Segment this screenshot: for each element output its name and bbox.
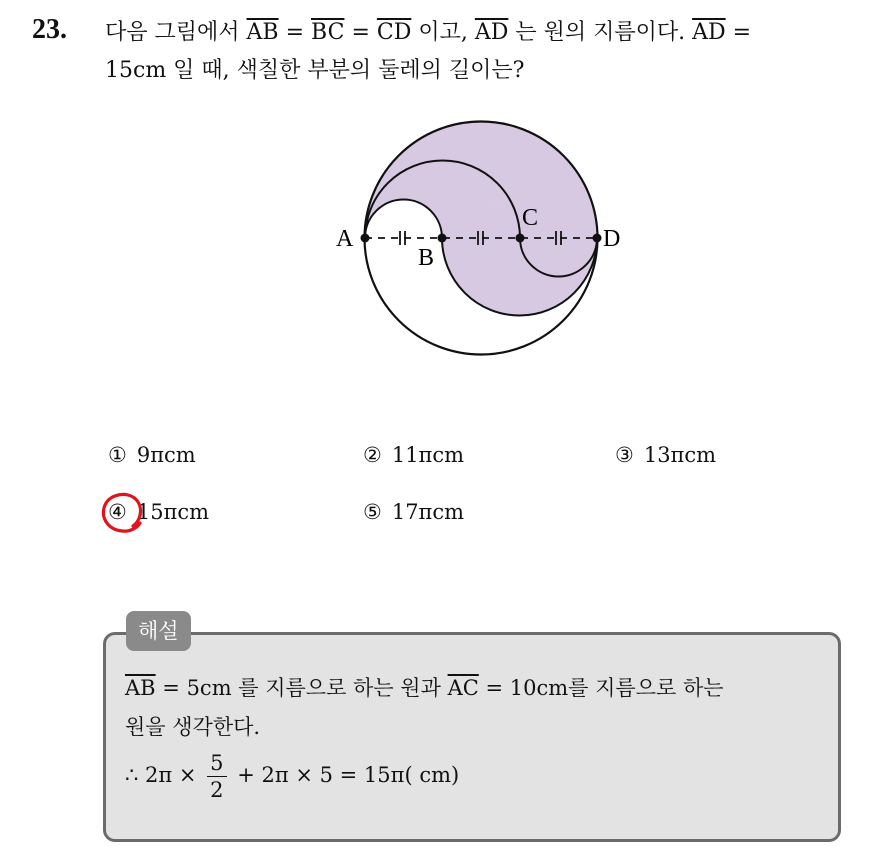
question-number: 23.: [32, 14, 67, 45]
segment-ab: $\overline{AB}$: [246, 20, 279, 45]
label-a: A: [336, 226, 354, 252]
choice-mark: ③: [615, 443, 634, 467]
choice-text: 17πcm: [391, 500, 465, 524]
choice-mark: ②: [363, 443, 382, 467]
choice-5[interactable]: [363, 500, 464, 524]
point-a: [361, 234, 370, 243]
choice-3[interactable]: [615, 443, 716, 467]
choice-2[interactable]: [363, 443, 464, 467]
choice-mark: ①: [108, 443, 127, 467]
choice-text: 15πcm: [136, 500, 210, 524]
fraction: [207, 750, 226, 803]
segment-cd: $\overline{CD}$: [376, 20, 412, 45]
segment-ab: $\overline{AB}$: [125, 676, 156, 700]
question-text: [105, 14, 865, 90]
choice-text: 11πcm: [391, 443, 465, 467]
geometry-figure: [320, 110, 640, 360]
choice-text: 9πcm: [136, 443, 196, 467]
segment-bc: $\overline{BC}$: [311, 20, 345, 45]
choice-mark: ④: [108, 500, 127, 524]
segment-ac: $\overline{AC}$: [447, 676, 479, 700]
segment-ad: $\overline{AD}$: [474, 20, 509, 45]
label-d: D: [603, 226, 621, 252]
choice-1[interactable]: [108, 443, 196, 467]
fraction-numerator: 5: [207, 750, 226, 777]
solution-line-3: ∴ 2π × $\frac{5}{2}$ + 2π × 5 = 15π( cm): [125, 751, 460, 802]
label-c: C: [522, 205, 539, 231]
fraction-denominator: 2: [210, 778, 224, 802]
question-line-1: 다음 그림에서 $\overline{AB} = \overline{BC} = \overline{CD}$ 이고, $\overline{AD}$ 는 원의 지름이다. $\overline{AD}$ =: [105, 20, 752, 45]
question-line-2: 15cm 일 때, 색칠한 부분의 둘레의 길이는?: [105, 58, 525, 83]
point-d: [593, 234, 602, 243]
choice-mark: ⑤: [363, 500, 382, 524]
solution-line-2: 원을 생각한다.: [125, 715, 261, 739]
answer-circle-mark: [100, 490, 150, 536]
solution-tag: 해설: [126, 611, 191, 651]
label-b: B: [418, 245, 435, 271]
point-c: [516, 234, 525, 243]
shaded-region: [365, 122, 598, 316]
point-b: [438, 234, 447, 243]
solution-line-1: $\overline{AB} = 5cm$ 를 지름으로 하는 원과 $\overline{AC} = 10cm$를 지름으로 하는: [125, 676, 724, 700]
choice-text: 13πcm: [643, 443, 717, 467]
segment-ad: $\overline{AD}$: [692, 20, 726, 45]
